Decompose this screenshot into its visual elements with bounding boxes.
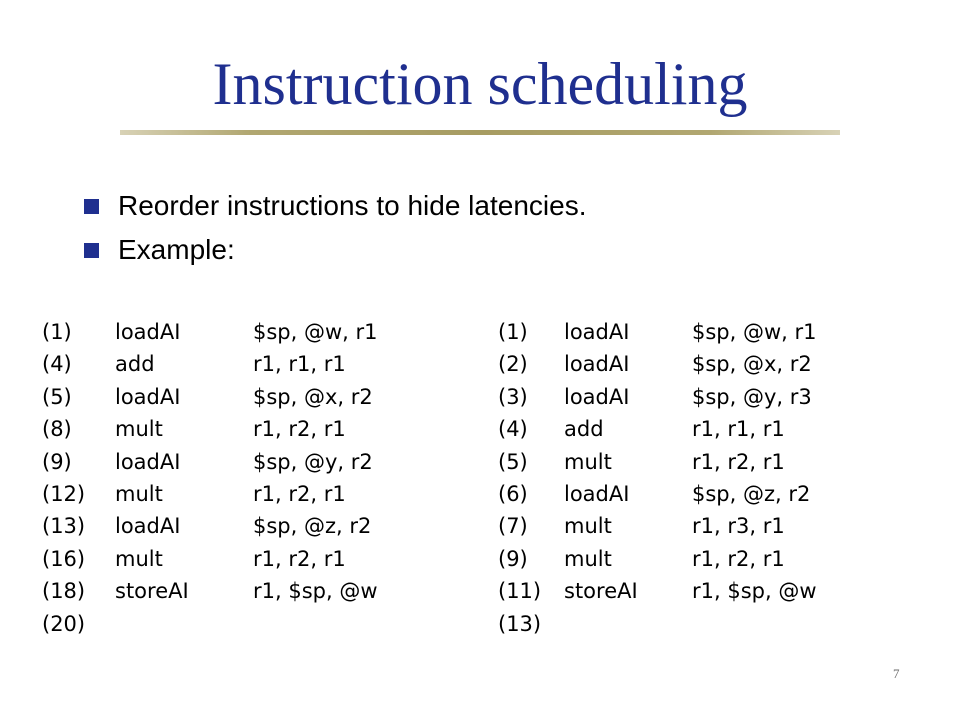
bullet-item [84,184,586,228]
cycle-number: (4) [498,417,528,442]
cycle-number: (3) [498,384,528,409]
opcode [115,608,253,640]
opcode: loadAI [564,482,630,507]
code-line [42,510,378,542]
opcode: add [115,352,155,377]
cycle-number: (20) [42,611,86,636]
cycle-number: (13) [498,611,542,636]
code-line [498,608,817,640]
operands: $sp, @y, r2 [253,449,373,474]
operands: $sp, @y, r3 [692,384,812,409]
operands: $sp, @z, r2 [253,514,372,539]
operands [692,608,817,640]
code-line [498,543,817,575]
code-line [42,381,378,413]
code-line [42,478,378,510]
opcode: storeAI [564,579,638,604]
operands [253,608,378,640]
opcode: loadAI [564,352,630,377]
code-line [42,543,378,575]
opcode: loadAI [115,320,181,344]
code-line [42,316,378,348]
cycle-number: (1) [498,320,528,344]
code-line [42,446,378,478]
opcode: mult [564,449,612,474]
opcode [564,608,692,640]
opcode: loadAI [115,449,181,474]
opcode: mult [115,482,163,507]
bullet-text: Reorder instructions to hide latencies. [118,190,587,221]
operands: r1, r2, r1 [253,482,346,507]
code-listing-scheduled [498,316,817,640]
slide-title: Instruction scheduling [212,51,748,117]
cycle-number: (11) [498,579,542,604]
opcode: loadAI [115,514,181,539]
code-line [498,575,817,607]
code-line [498,348,817,380]
cycle-number: (9) [42,449,72,474]
operands: r1, r2, r1 [253,546,346,571]
code-line [42,608,378,640]
operands: $sp, @w, r1 [253,320,378,344]
square-bullet-icon [84,243,99,258]
cycle-number: (18) [42,579,86,604]
code-line [42,413,378,445]
cycle-number: (4) [42,352,72,377]
code-line [42,348,378,380]
opcode: mult [115,417,163,442]
cycle-number: (7) [498,514,528,539]
operands: $sp, @w, r1 [692,320,817,344]
operands: r1, r2, r1 [692,546,785,571]
code-line [498,446,817,478]
cycle-number: (13) [42,514,86,539]
operands: r1, r2, r1 [253,417,346,442]
opcode: mult [564,514,612,539]
opcode: add [564,417,604,442]
operands: $sp, @x, r2 [692,352,812,377]
code-line [498,510,817,542]
opcode: loadAI [564,384,630,409]
cycle-number: (9) [498,546,528,571]
operands: r1, r2, r1 [692,449,785,474]
operands: r1, r1, r1 [253,352,346,377]
cycle-number: (2) [498,352,528,377]
cycle-number: (5) [42,384,72,409]
title-underline-rule [120,130,840,135]
operands: $sp, @x, r2 [253,384,373,409]
operands: $sp, @z, r2 [692,482,811,507]
code-listing-original [42,316,378,640]
square-bullet-icon [84,199,99,214]
opcode: storeAI [115,579,189,604]
cycle-number: (5) [498,449,528,474]
bullet-list [84,184,586,272]
cycle-number: (1) [42,320,72,344]
code-line [498,316,817,348]
opcode: loadAI [564,320,630,344]
code-line [498,478,817,510]
opcode: mult [564,546,612,571]
operands: r1, r1, r1 [692,417,785,442]
code-line [42,575,378,607]
code-line [498,381,817,413]
bullet-text: Example: [118,234,235,265]
operands: r1, $sp, @w [692,579,817,604]
cycle-number: (6) [498,482,528,507]
cycle-number: (8) [42,417,72,442]
cycle-number: (12) [42,482,86,507]
opcode: loadAI [115,384,181,409]
code-line [498,413,817,445]
operands: r1, $sp, @w [253,579,378,604]
opcode: mult [115,546,163,571]
bullet-item [84,228,586,272]
cycle-number: (16) [42,546,86,571]
page-number: 7 [893,666,900,681]
operands: r1, r3, r1 [692,514,785,539]
